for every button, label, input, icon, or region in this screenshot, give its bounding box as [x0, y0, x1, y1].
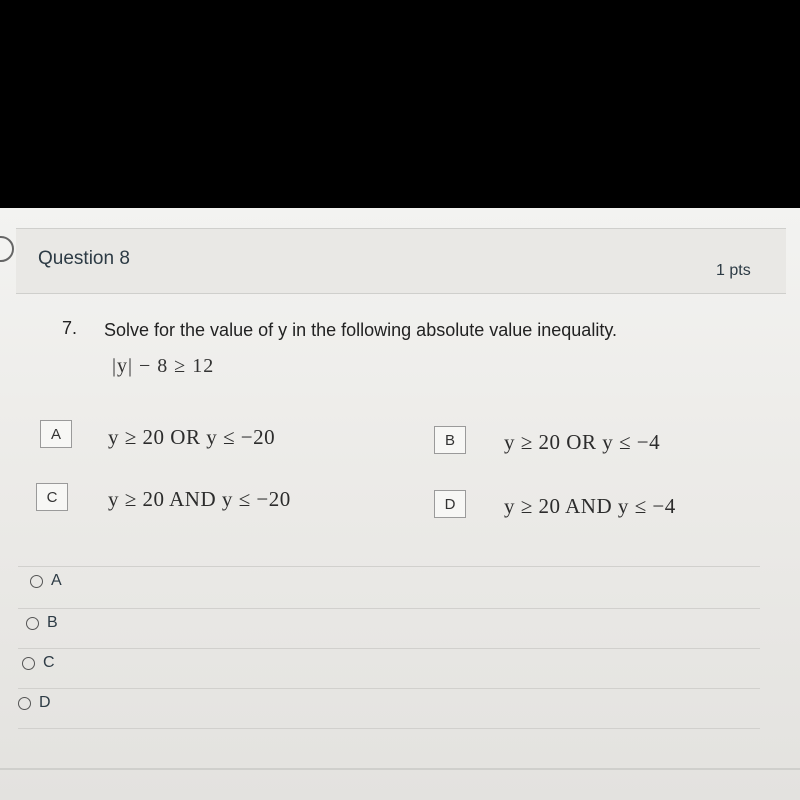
radio-icon[interactable]: [18, 697, 31, 710]
answer-label: D: [39, 694, 51, 711]
answer-option-c[interactable]: [22, 654, 55, 672]
question-number: 7.: [62, 318, 78, 338]
choice-a-text: y ≥ 20 OR y ≤ −20: [108, 425, 276, 449]
radio-icon[interactable]: [30, 575, 43, 588]
answer-option-a[interactable]: [30, 572, 62, 590]
choice-a-label: A: [40, 420, 72, 448]
answer-label: C: [43, 654, 55, 671]
answer-option-b[interactable]: [26, 614, 58, 632]
answer-separator: [18, 728, 760, 729]
answer-label: B: [47, 614, 58, 631]
footer-divider: [0, 768, 800, 770]
question-header: [16, 228, 786, 294]
radio-icon[interactable]: [26, 617, 39, 630]
choice-c-text: y ≥ 20 AND y ≤ −20: [108, 487, 291, 511]
answer-separator: [18, 566, 760, 567]
answer-separator: [18, 648, 760, 649]
answer-option-d[interactable]: [18, 694, 51, 712]
choice-c-label: C: [36, 483, 68, 511]
radio-icon[interactable]: [22, 657, 35, 670]
question-points: 1 pts: [716, 262, 751, 279]
choice-b-label: B: [434, 426, 466, 454]
choice-d-label: D: [434, 490, 466, 518]
choice-d-text: y ≥ 20 AND y ≤ −4: [504, 494, 676, 518]
answer-separator: [18, 688, 760, 689]
answer-label: A: [51, 572, 62, 589]
question-expression: |y| − 8 ≥ 12: [112, 355, 215, 377]
choice-b-text: y ≥ 20 OR y ≤ −4: [504, 430, 661, 454]
question-title: Question 8: [38, 248, 130, 269]
answer-separator: [18, 608, 760, 609]
question-prompt: Solve for the value of y in the following absolute value inequality.: [104, 320, 617, 340]
